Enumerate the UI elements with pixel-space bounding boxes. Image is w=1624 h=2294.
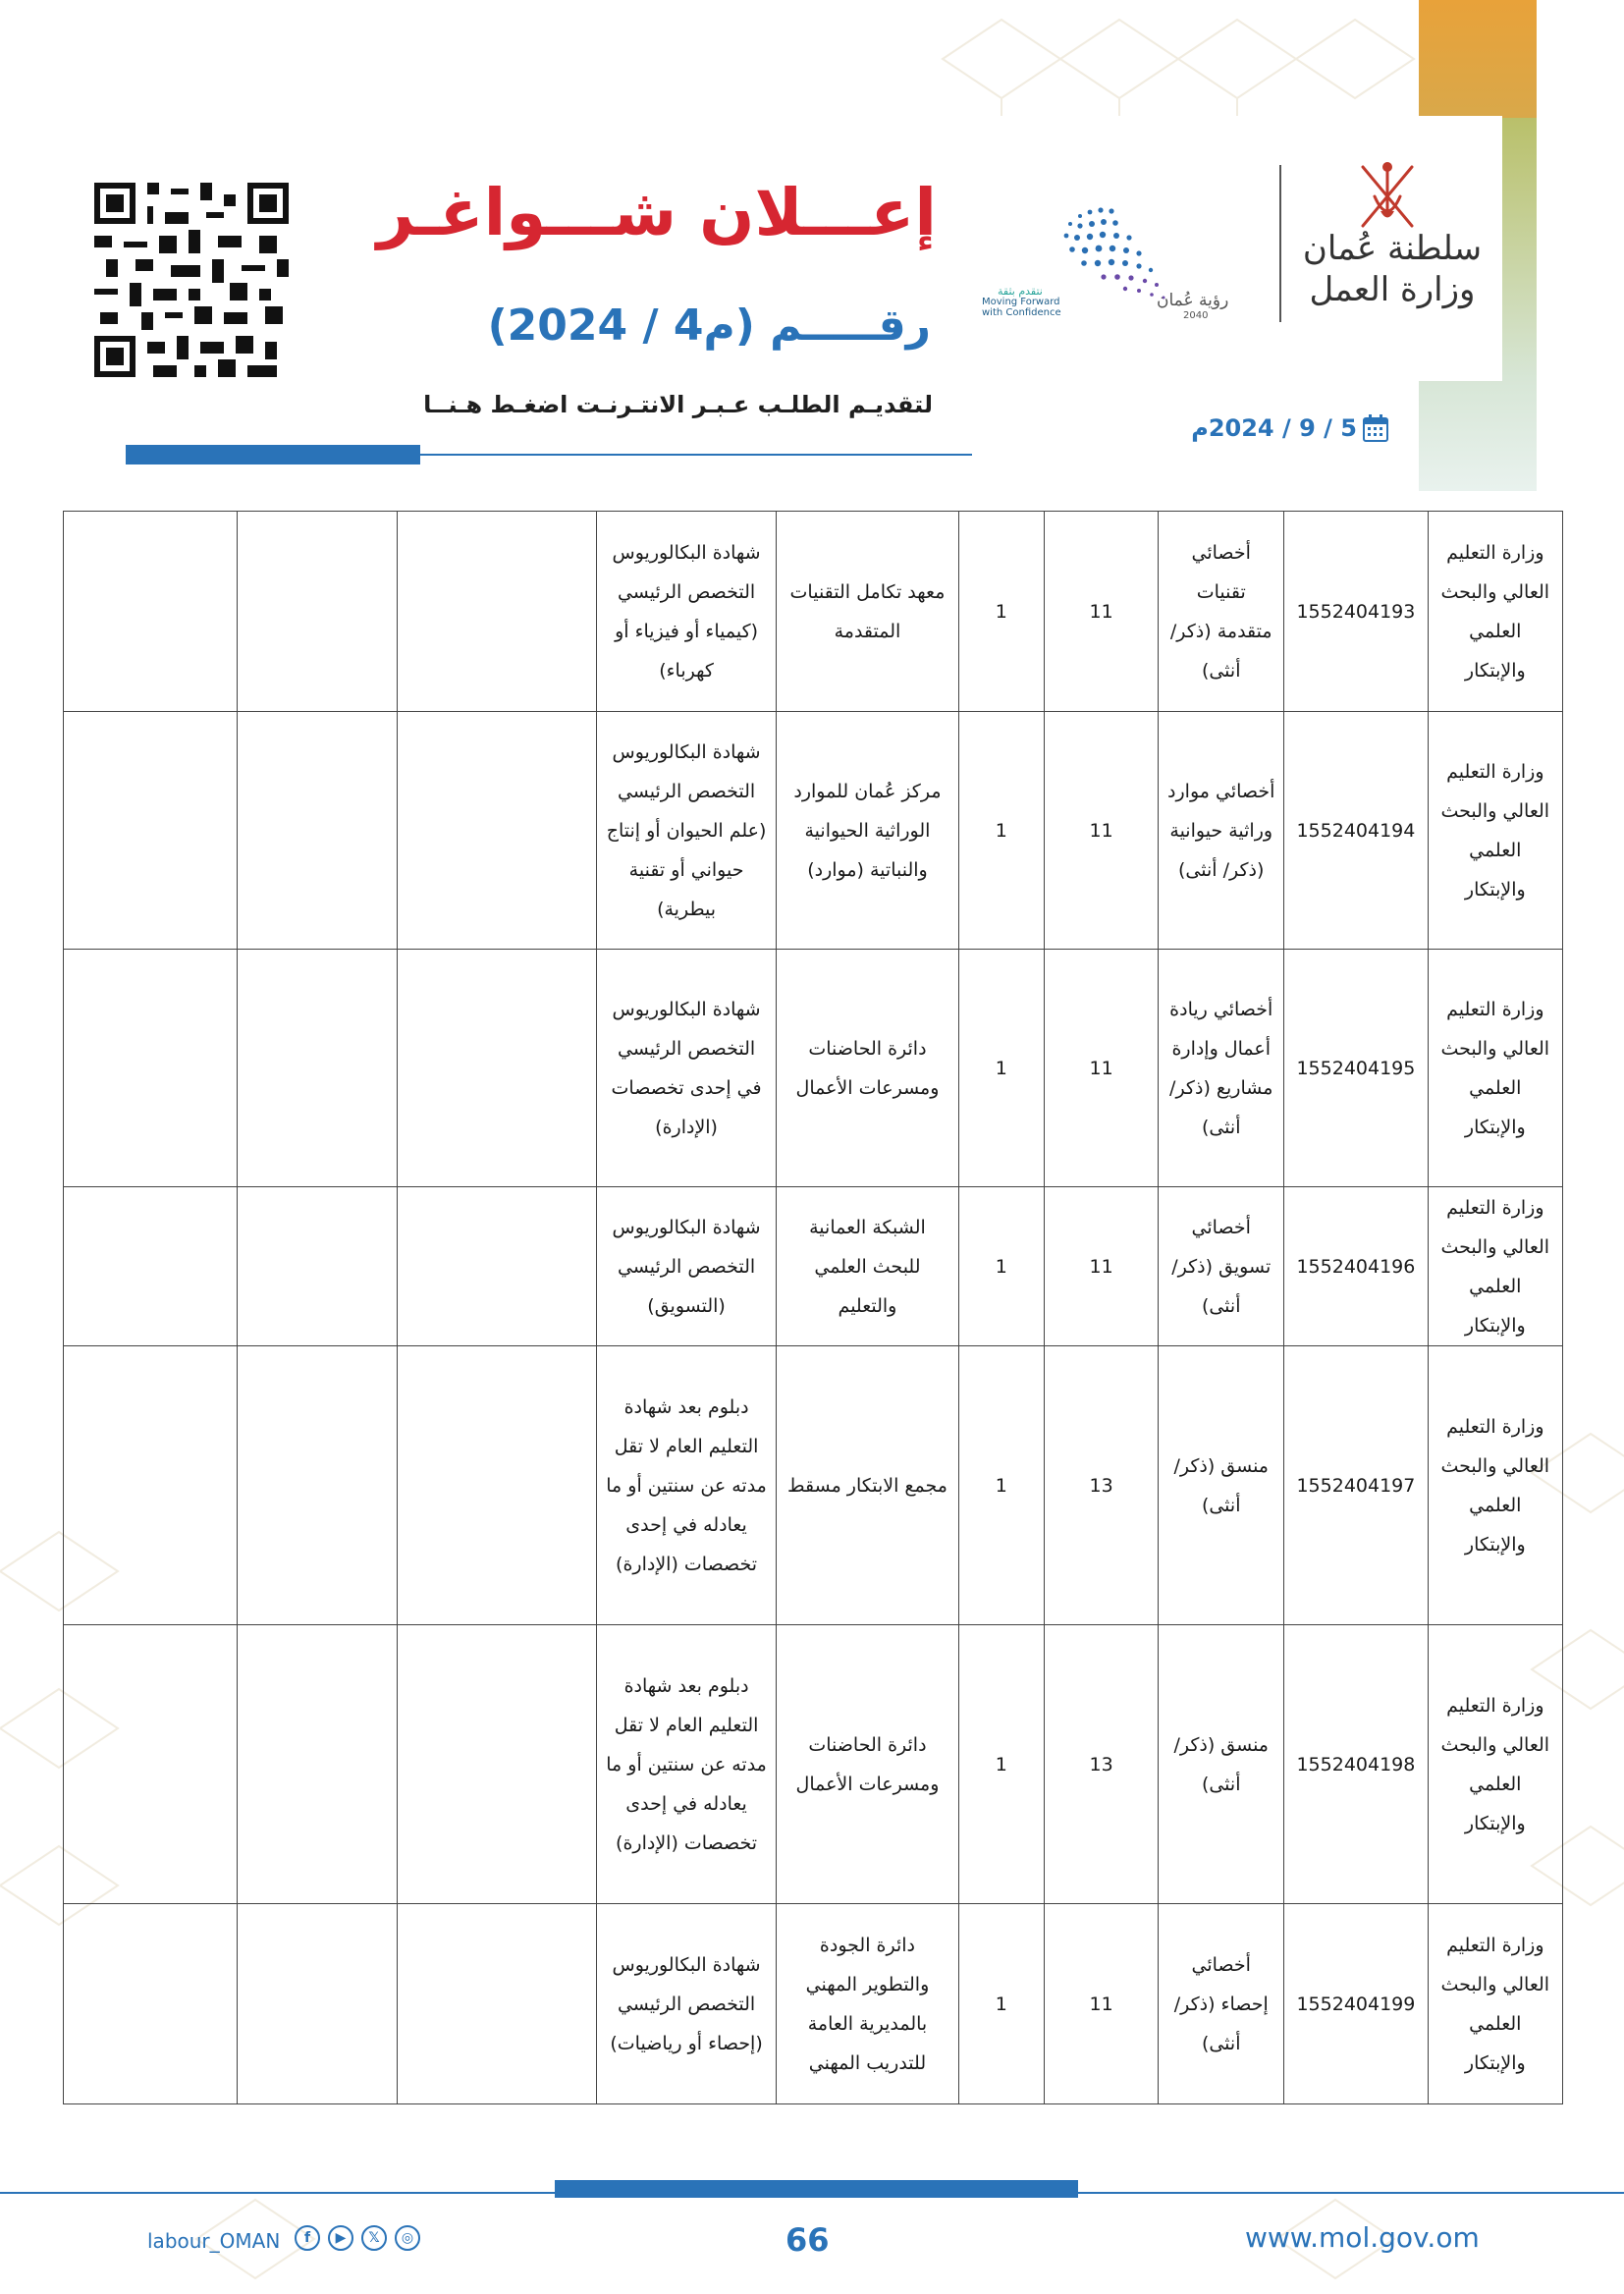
entity-cell: وزارة التعليم العالي والبحث العلمي والإبتكار bbox=[1428, 950, 1562, 1187]
empty-cell bbox=[237, 1187, 398, 1346]
grade-cell: 11 bbox=[1045, 1904, 1159, 2104]
instagram-icon[interactable]: ◎ bbox=[395, 2225, 420, 2251]
unit-cell: الشبكة العمانية للبحث العلمي والتعليم bbox=[777, 1187, 958, 1346]
oman-emblem-icon bbox=[1353, 157, 1422, 236]
footer-bar bbox=[555, 2180, 1078, 2198]
job-title-cell: منسق (ذكر/ أنثى) bbox=[1159, 1625, 1284, 1904]
unit-cell: دائرة الحاضنات ومسرعات الأعمال bbox=[777, 950, 958, 1187]
vision-logo-text: رؤية عُمان bbox=[1157, 291, 1229, 310]
empty-cell bbox=[398, 1346, 597, 1625]
job-title-cell: أخصائي تسويق (ذكر/ أنثى) bbox=[1159, 1187, 1284, 1346]
qualification-cell: شهادة البكالوريوس التخصص الرئيسي (إحصاء أو رياضيات) bbox=[596, 1904, 777, 2104]
empty-cell bbox=[398, 1904, 597, 2104]
vision-tagline-en-line1: Moving Forward bbox=[982, 297, 1060, 307]
date-text: 5 / 9 / 2024م bbox=[1191, 414, 1357, 442]
job-title-cell: أخصائي تقنيات متقدمة (ذكر/ أنثى) bbox=[1159, 512, 1284, 712]
empty-cell bbox=[398, 712, 597, 950]
website-link[interactable]: www.mol.gov.om bbox=[1245, 2221, 1480, 2254]
vision-logo-year: 2040 bbox=[1183, 310, 1209, 321]
ministry-name bbox=[1294, 228, 1490, 310]
unit-cell: دائرة الحاضنات ومسرعات الأعمال bbox=[777, 1625, 958, 1904]
grade-cell: 11 bbox=[1045, 1187, 1159, 1346]
vacancy-count-cell: 1 bbox=[958, 1625, 1044, 1904]
qualification-cell: شهادة البكالوريوس التخصص الرئيسي (علم الحيوان أو إنتاج حيواني أو تقنية بيطرية) bbox=[596, 712, 777, 950]
qualification-cell: شهادة البكالوريوس التخصص الرئيسي (كيمياء أو فيزياء أو كهرباء) bbox=[596, 512, 777, 712]
unit-cell: مركز عُمان للموارد الوراثية الحيوانية والنباتية (موارد) bbox=[777, 712, 958, 950]
empty-cell bbox=[64, 1346, 238, 1625]
table-row bbox=[64, 1904, 1563, 2104]
social-icons bbox=[295, 2225, 420, 2251]
grade-cell: 11 bbox=[1045, 512, 1159, 712]
qualification-cell: شهادة البكالوريوس التخصص الرئيسي (التسويق) bbox=[596, 1187, 777, 1346]
job-title-cell: أخصائي إحصاء (ذكر/أنثى) bbox=[1159, 1904, 1284, 2104]
empty-cell bbox=[64, 1625, 238, 1904]
vacancy-count-cell: 1 bbox=[958, 1346, 1044, 1625]
job-code-cell: 1552404197 bbox=[1284, 1346, 1428, 1625]
vision-tagline-en bbox=[982, 297, 1061, 318]
empty-cell bbox=[398, 512, 597, 712]
vacancy-count-cell: 1 bbox=[958, 950, 1044, 1187]
apply-online-link[interactable]: لتقديـم الطلـب عـبـر الانتـرنـت اضغـط هـنــا bbox=[423, 391, 933, 418]
vision-tagline-ar: نتقدم بثقة bbox=[998, 285, 1043, 298]
empty-cell bbox=[237, 512, 398, 712]
empty-cell bbox=[64, 1187, 238, 1346]
entity-cell: وزارة التعليم العالي والبحث العلمي والإبتكار bbox=[1428, 712, 1562, 950]
facebook-icon[interactable]: f bbox=[295, 2225, 320, 2251]
empty-cell bbox=[398, 950, 597, 1187]
table-row bbox=[64, 1625, 1563, 1904]
vacancy-count-cell: 1 bbox=[958, 1187, 1044, 1346]
ministry-name-line2: وزارة العمل bbox=[1309, 270, 1476, 309]
empty-cell bbox=[64, 512, 238, 712]
job-title-cell: منسق (ذكر/ أنثى) bbox=[1159, 1346, 1284, 1625]
title-underline-thick bbox=[126, 445, 420, 464]
grade-cell: 11 bbox=[1045, 712, 1159, 950]
qr-code-icon[interactable] bbox=[94, 183, 289, 377]
table-row bbox=[64, 1346, 1563, 1625]
announcement-number: رقـــــم (م4 / 2024) bbox=[487, 300, 931, 351]
page-title: إعـــلان شـــواغـر bbox=[376, 175, 937, 250]
youtube-icon[interactable]: ▶ bbox=[328, 2225, 353, 2251]
unit-cell: مجمع الابتكار مسقط bbox=[777, 1346, 958, 1625]
table-row bbox=[64, 512, 1563, 712]
job-code-cell: 1552404194 bbox=[1284, 712, 1428, 950]
vacancy-count-cell: 1 bbox=[958, 712, 1044, 950]
job-code-cell: 1552404198 bbox=[1284, 1625, 1428, 1904]
vacancy-count-cell: 1 bbox=[958, 512, 1044, 712]
empty-cell bbox=[237, 1904, 398, 2104]
x-icon[interactable]: 𝕏 bbox=[361, 2225, 387, 2251]
empty-cell bbox=[237, 950, 398, 1187]
announcement-date bbox=[1191, 414, 1388, 442]
job-code-cell: 1552404196 bbox=[1284, 1187, 1428, 1346]
job-code-cell: 1552404195 bbox=[1284, 950, 1428, 1187]
table-row bbox=[64, 950, 1563, 1187]
empty-cell bbox=[237, 1625, 398, 1904]
social-handle[interactable]: labour_OMAN bbox=[147, 2229, 281, 2253]
unit-cell: معهد تكامل التقنيات المتقدمة bbox=[777, 512, 958, 712]
grade-cell: 11 bbox=[1045, 950, 1159, 1187]
qualification-cell: دبلوم بعد شهادة التعليم العام لا تقل مدته عن سنتين أو ما يعادله في إحدى تخصصات (الإدارة) bbox=[596, 1625, 777, 1904]
job-title-cell: أخصائي موارد وراثية حيوانية (ذكر/ أنثى) bbox=[1159, 712, 1284, 950]
empty-cell bbox=[64, 1904, 238, 2104]
ministry-name-line1: سلطنة عُمان bbox=[1302, 229, 1483, 268]
vision-tagline-en-line2: with Confidence bbox=[982, 307, 1061, 318]
entity-cell: وزارة التعليم العالي والبحث العلمي والإبتكار bbox=[1428, 1625, 1562, 1904]
empty-cell bbox=[398, 1187, 597, 1346]
vacancies-table bbox=[63, 511, 1563, 2104]
entity-cell: وزارة التعليم العالي والبحث العلمي والإبتكار bbox=[1428, 1187, 1562, 1346]
qualification-cell: شهادة البكالوريوس التخصص الرئيسي في إحدى تخصصات (الإدارة) bbox=[596, 950, 777, 1187]
entity-cell: وزارة التعليم العالي والبحث العلمي والإبتكار bbox=[1428, 512, 1562, 712]
empty-cell bbox=[64, 712, 238, 950]
logo-divider bbox=[1279, 165, 1281, 322]
calendar-icon bbox=[1363, 414, 1388, 442]
vacancy-count-cell: 1 bbox=[958, 1904, 1044, 2104]
grade-cell: 13 bbox=[1045, 1346, 1159, 1625]
job-code-cell: 1552404193 bbox=[1284, 512, 1428, 712]
table-row bbox=[64, 712, 1563, 950]
empty-cell bbox=[237, 712, 398, 950]
grade-cell: 13 bbox=[1045, 1625, 1159, 1904]
title-underline-thin bbox=[420, 454, 972, 456]
empty-cell bbox=[64, 950, 238, 1187]
accent-bar-top bbox=[1419, 0, 1537, 118]
entity-cell: وزارة التعليم العالي والبحث العلمي والإبتكار bbox=[1428, 1904, 1562, 2104]
page-number: 66 bbox=[785, 2221, 830, 2259]
empty-cell bbox=[237, 1346, 398, 1625]
qualification-cell: دبلوم بعد شهادة التعليم العام لا تقل مدته عن سنتين أو ما يعادله في إحدى تخصصات (الإدارة) bbox=[596, 1346, 777, 1625]
table-row bbox=[64, 1187, 1563, 1346]
empty-cell bbox=[398, 1625, 597, 1904]
job-code-cell: 1552404199 bbox=[1284, 1904, 1428, 2104]
entity-cell: وزارة التعليم العالي والبحث العلمي والإبتكار bbox=[1428, 1346, 1562, 1625]
job-title-cell: أخصائي ريادة أعمال وإدارة مشاريع (ذكر/ أنثى) bbox=[1159, 950, 1284, 1187]
unit-cell: دائرة الجودة والتطوير المهني بالمديرية العامة للتدريب المهني bbox=[777, 1904, 958, 2104]
